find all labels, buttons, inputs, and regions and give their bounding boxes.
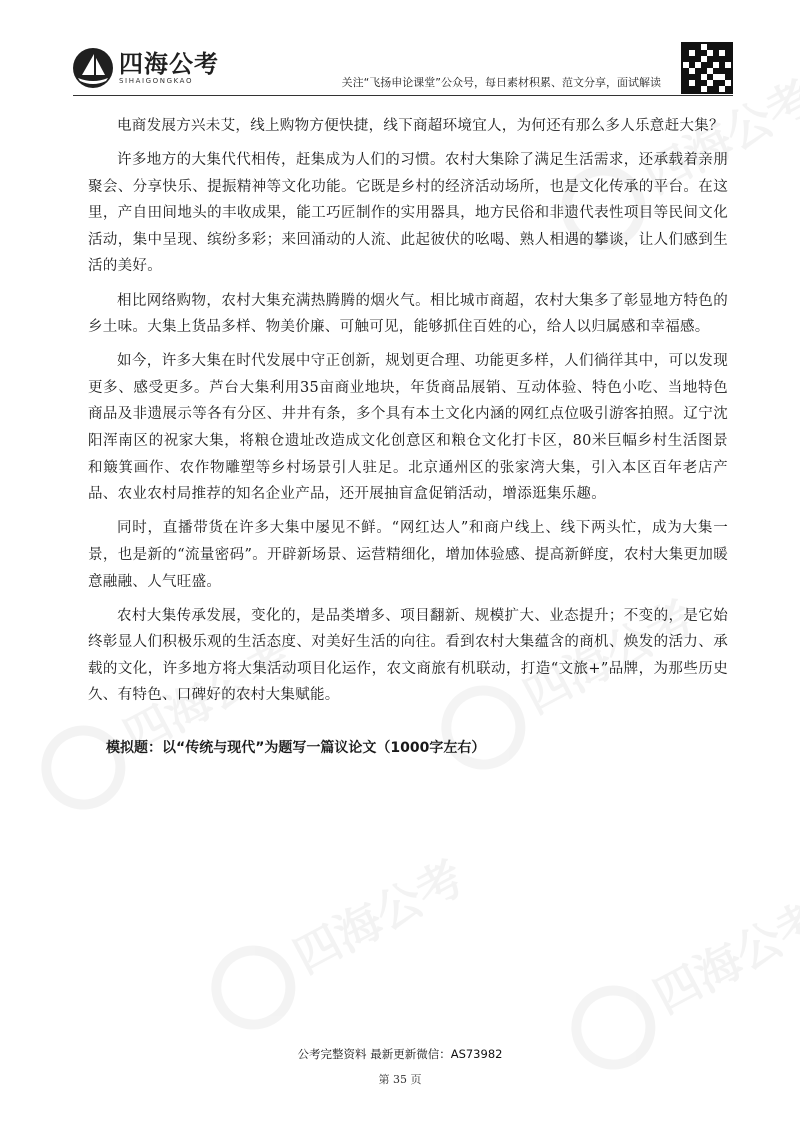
page-number: 第 35 页	[378, 1073, 422, 1086]
qr-code-icon	[681, 42, 733, 94]
essay-prompt: 模拟题：以“传统与现代”为题写一篇议论文（1000字左右）	[106, 740, 486, 756]
watermark	[197, 840, 482, 1045]
brand-name: 四海公考	[119, 49, 219, 78]
article-body	[88, 113, 728, 716]
paragraph: 电商发展方兴未艾，线上购物方便快捷，线下商超环境宜人，为何还有那么多人乐意赶大集？	[117, 118, 724, 134]
paragraph: 如今，许多大集在时代发展中守正创新，规划更合理、功能更多样，人们徜徉其中，可以发现更多、感受更多。芦台大集利用35亩商业地块，年货商品展销、互动体验、特色小吃、当地特色商品及非遗展示等各有分区、井井有条，多个具有本土文化内涵的网红点位吸引游客拍照。辽宁沈阳浑南区的祝家大集，将粮仓遗址改造成文化创意区和粮仓文化打卡区，80米巨幅乡村生活图景和簸箕画作、农作物雕塑等乡村场景引人驻足。北京通州区的张家湾大集，引入本区百年老店产品、农业农村局推荐的知名企业产品，还开展抽盲盒促销活动，增添逛集乐趣。	[88, 353, 728, 503]
paragraph: 同时，直播带货在许多大集中屡见不鲜。“网红达人”和商户线上、线下两头忙，成为大集一景，也是新的“流量密码”。开辟新场景、运营精细化，增加体验感、提高新鲜度，农村大集更加暖意融融、人气旺盛。	[88, 520, 728, 590]
header-slogan: 关注“飞扬申论课堂”公众号，每日素材积累、范文分享，面试解读	[341, 76, 661, 89]
page-header	[73, 42, 733, 94]
paragraph: 许多地方的大集代代相传，赶集成为人们的习惯。农村大集除了满足生活需求，还承载着亲朋聚会、分享快乐、提振精神等文化功能。它既是乡村的经济活动场所，也是文化传承的平台。在这里，产自田间地头的丰收成果，能工巧匠制作的实用器具，地方民俗和非遗代表性项目等民间文化活动，集中呈现、缤纷多彩；来回涌动的人流、此起彼伏的吆喝、熟人相遇的攀谈，让人们感到生活的美好。	[88, 152, 728, 275]
header-divider	[73, 95, 733, 96]
sail-logo-icon	[73, 48, 113, 88]
brand-name-pinyin: SIHAIGONGKAO	[119, 76, 194, 85]
paragraph: 农村大集传承发展，变化的，是品类增多、项目翻新、规模扩大、业态提升；不变的，是它始终彰显人们积极乐观的生活态度、对美好生活的向往。看到农村大集蕴含的商机、焕发的活力、承载的文化，许多地方将大集活动项目化运作，农文商旅有机联动，打造“文旅+”品牌，为那些历史久、有特色、口碑好的农村大集赋能。	[88, 607, 728, 704]
paragraph: 相比网络购物，农村大集充满热腾腾的烟火气。相比城市商超，农村大集多了彰显地方特色的乡土味。大集上货品多样、物美价廉、可触可见，能够抓住百姓的心，给人以归属感和幸福感。	[88, 292, 728, 336]
brand-logo	[73, 48, 219, 88]
footer-contact: 公考完整资料 最新更新微信：AS73982	[297, 1047, 503, 1061]
